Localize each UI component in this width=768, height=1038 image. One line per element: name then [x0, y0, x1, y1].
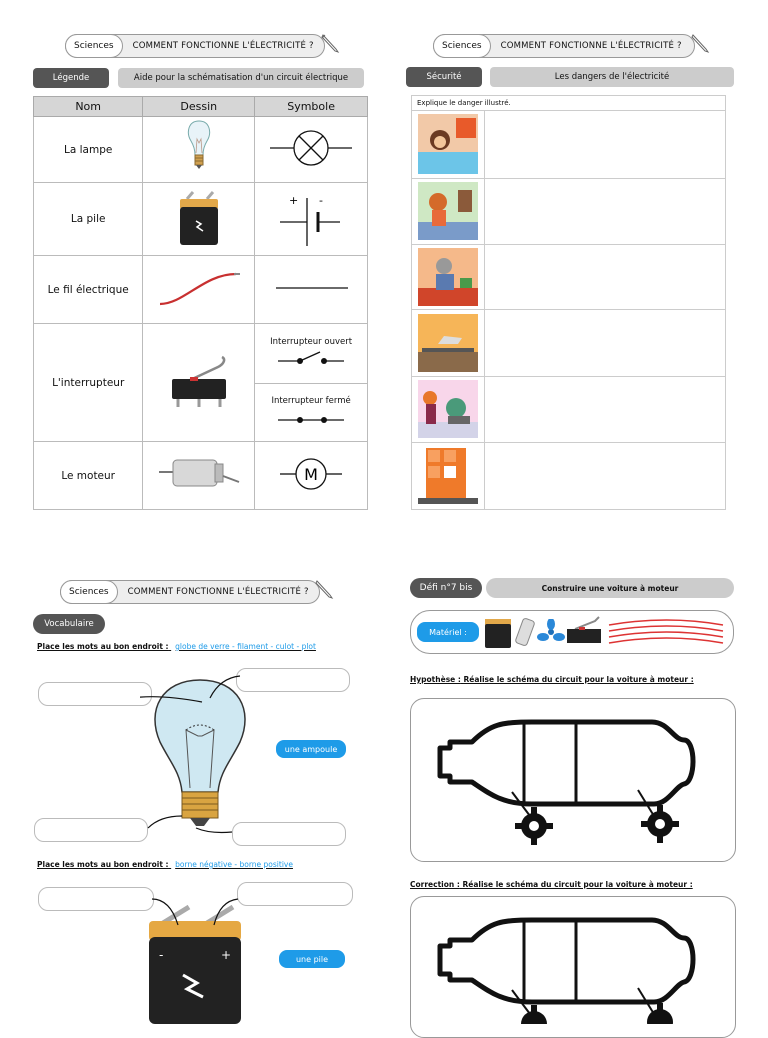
row-wire-name: Le fil électrique — [34, 256, 143, 324]
instruction-bulb-text: Place les mots au bon endroit : — [37, 642, 169, 651]
correction-text: Réalise le schéma du circuit pour la voiture à moteur : — [462, 880, 693, 889]
motor-symbol — [255, 442, 368, 510]
materiel-panel — [410, 610, 734, 654]
danger-row — [412, 376, 725, 377]
instruction-bulb — [37, 642, 316, 651]
big-light-bulb-icon — [140, 670, 260, 840]
sciences-tag: Sciences — [433, 34, 491, 58]
col-symbole: Symbole — [255, 97, 368, 117]
hypothesis-text: Réalise le schéma du circuit pour la voiture à moteur : — [463, 675, 694, 684]
correction-instruction — [410, 880, 693, 889]
answer-box-bulb-3[interactable] — [34, 818, 148, 842]
battery-word-list: borne négative - borne positive — [175, 860, 293, 869]
lamp-symbol-icon — [266, 123, 356, 173]
switch-closed-label: Interrupteur fermé — [271, 396, 351, 406]
pencil-icon — [314, 578, 334, 600]
motor-symbol-icon — [266, 454, 356, 494]
motor-icon — [157, 452, 241, 496]
sheet2-title: COMMENT FONCTIONNE L'ÉLECTRICITÉ ? — [500, 41, 682, 51]
danger-row — [412, 244, 725, 245]
danger-illustration-iron — [418, 314, 478, 372]
danger-illustration-pylon — [418, 446, 478, 504]
sheet2-subtitle: Les dangers de l'électricité — [490, 67, 734, 87]
gear-icon — [641, 805, 679, 843]
symbols-table — [33, 96, 368, 510]
sciences-tag: Sciences — [60, 580, 118, 604]
wire-symbol — [255, 256, 368, 324]
wire-drawing — [143, 256, 255, 324]
big-battery-plus: + — [221, 948, 232, 962]
row-motor-name: Le moteur — [34, 442, 143, 510]
sheet1-subtitle: Aide pour la schématisation d'un circuit électrique — [118, 68, 364, 88]
switch-open-label: Interrupteur ouvert — [270, 337, 353, 347]
correction-label: Correction : — [410, 880, 460, 889]
sciences-tag: Sciences — [65, 34, 123, 58]
switch-open-cell — [255, 324, 368, 384]
pencil-icon — [320, 32, 340, 54]
vocabulary-button: Vocabulaire — [33, 614, 105, 634]
battery-drawing — [143, 183, 255, 256]
material-switch-icon — [565, 615, 603, 649]
security-button: Sécurité — [406, 67, 482, 87]
instruction-battery-text: Place les mots au bon endroit : — [37, 860, 169, 869]
battery-pointer-arrows — [150, 895, 240, 935]
hypothesis-instruction — [410, 675, 694, 684]
danger-row — [412, 110, 725, 111]
danger-row — [412, 442, 725, 443]
motor-drawing — [143, 442, 255, 510]
gear-icon — [647, 1003, 673, 1024]
sheet3-title: COMMENT FONCTIONNE L'ÉLECTRICITÉ ? — [127, 587, 309, 597]
answer-box-battery-1[interactable] — [38, 887, 154, 911]
wire-icon — [154, 266, 244, 310]
material-wires-icon — [607, 617, 727, 647]
material-motor-icon — [515, 613, 535, 651]
battery-symbol-icon — [266, 188, 356, 248]
switch-open-symbol-icon — [276, 349, 346, 367]
danger-illustration-bath — [418, 114, 478, 174]
col-dessin: Dessin — [143, 97, 255, 117]
pencil-icon — [690, 32, 710, 54]
dangers-instruction: Explique le danger illustré. — [417, 99, 511, 107]
sheet3-header — [60, 580, 320, 604]
battery-plus-sign: + — [289, 193, 299, 207]
battery-minus-sign: - — [319, 193, 324, 207]
switch-drawing — [143, 324, 255, 442]
sheet1-header — [65, 34, 325, 58]
switch-closed-cell — [255, 384, 368, 442]
row-lamp-name: La lampe — [34, 117, 143, 183]
switch-icon — [164, 351, 234, 411]
answer-box-bulb-1[interactable] — [38, 682, 152, 706]
gear-icon — [515, 807, 553, 845]
danger-illustration-overload — [418, 248, 478, 306]
danger-row — [412, 178, 725, 179]
motor-letter: M — [304, 465, 318, 484]
material-propeller-icon — [537, 619, 565, 645]
sheet1-title: COMMENT FONCTIONNE L'ÉLECTRICITÉ ? — [132, 41, 314, 51]
sheet2-header — [433, 34, 695, 58]
big-battery-minus: - — [159, 948, 164, 962]
battery-symbol — [255, 183, 368, 256]
lamp-drawing — [143, 117, 255, 183]
answer-box-battery-2[interactable] — [237, 882, 353, 906]
instruction-battery — [37, 860, 293, 869]
legend-button: Légende — [33, 68, 109, 88]
defi-badge: Défi n°7 bis — [410, 578, 482, 598]
danger-illustration-plant — [418, 380, 478, 438]
bulb-label: une ampoule — [276, 740, 346, 758]
danger-row — [412, 309, 725, 310]
switch-closed-symbol-icon — [276, 408, 346, 426]
wire-symbol-icon — [266, 278, 356, 298]
danger-illustration-socket — [418, 182, 478, 240]
battery-label: une pile — [279, 950, 345, 968]
material-battery-icon — [483, 615, 513, 649]
col-nom: Nom — [34, 97, 143, 117]
lamp-symbol — [255, 117, 368, 183]
hypothesis-label: Hypothèse : — [410, 675, 461, 684]
bulb-word-list: globe de verre - filament - culot - plot — [175, 642, 316, 651]
sheet4-title: Construire une voiture à moteur — [486, 578, 734, 598]
battery-icon — [177, 189, 221, 247]
materiel-label: Matériel : — [417, 622, 479, 642]
row-switch-name: L'interrupteur — [34, 324, 143, 442]
car-bottle-drawing — [432, 910, 702, 1024]
car-bottle-drawing — [432, 712, 702, 848]
dangers-table — [411, 95, 726, 510]
light-bulb-icon — [184, 119, 214, 177]
row-battery-name: La pile — [34, 183, 143, 256]
